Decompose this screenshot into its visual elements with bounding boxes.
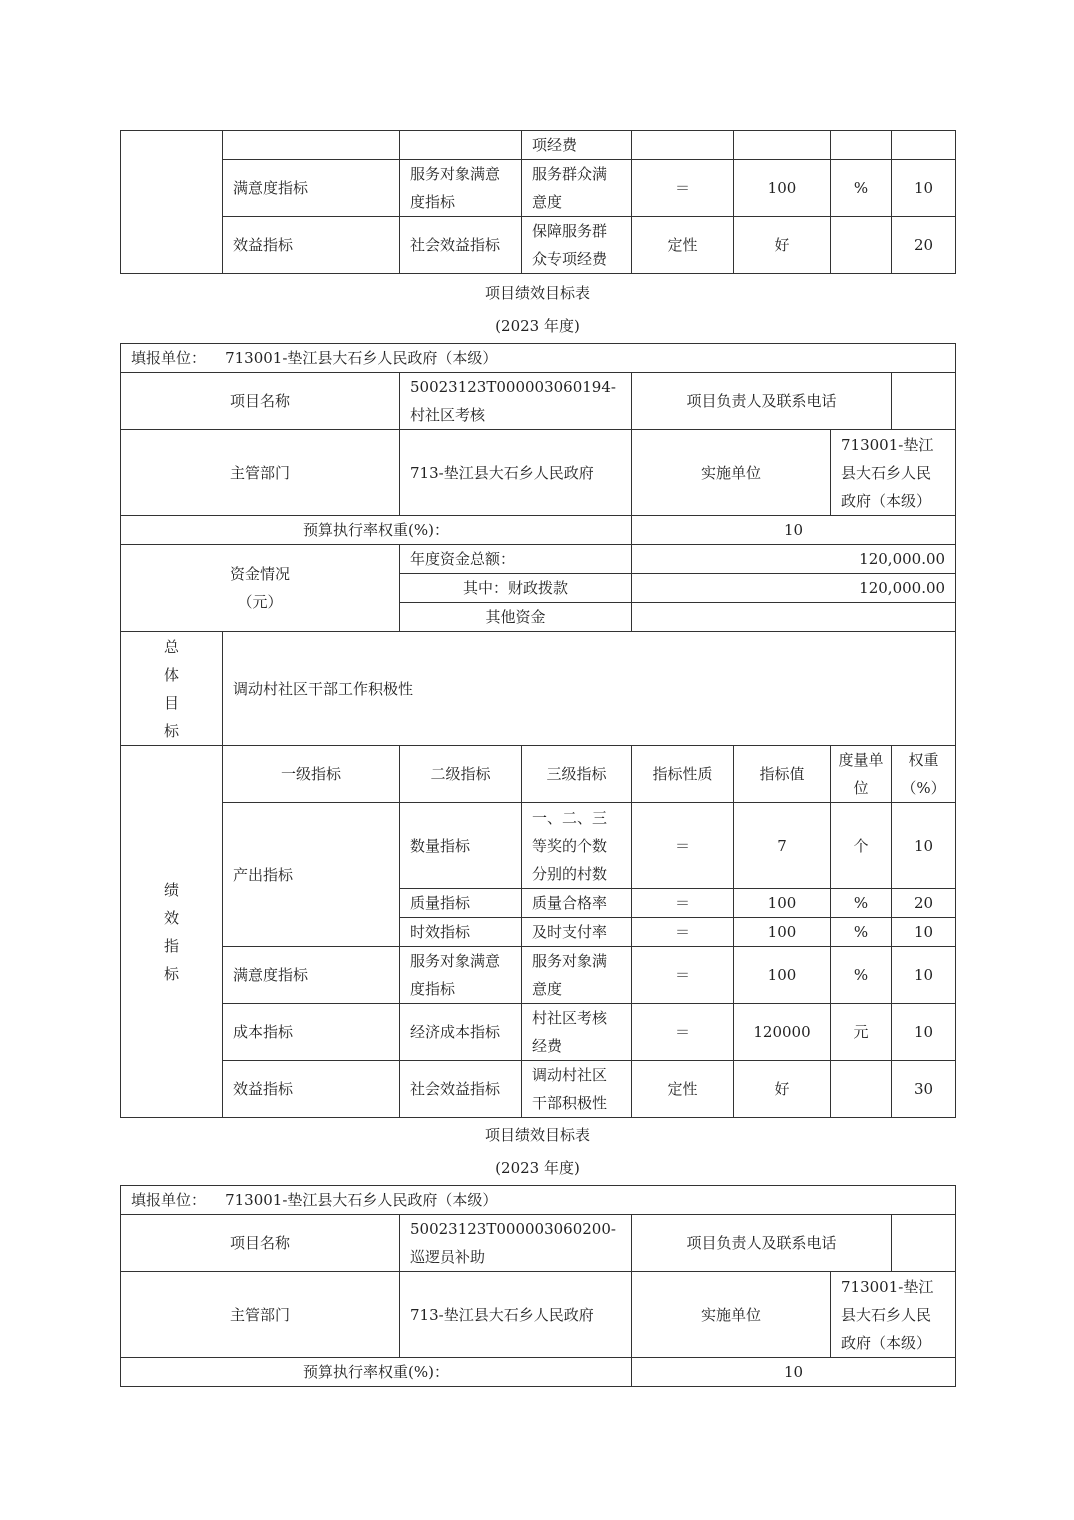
table-row [121,1004,956,1061]
nature-cell: 定性 [632,217,734,274]
goal-label-char: 总 [163,637,179,656]
table-title: 项目绩效目标表 [484,1126,590,1144]
level2-cell: 经济成本指标 [400,1004,522,1061]
level3-cell: 村社区考核经费 [522,1004,632,1061]
level3-cell: 调动村社区干部积极性 [522,1061,632,1118]
blank-cell [223,131,400,160]
dept-value: 713-垫江县大石乡人民政府 [400,430,632,516]
unit-cell [831,1061,892,1118]
nature-cell: 定性 [632,1061,734,1118]
fund-label-cell [121,545,400,632]
weight-cell: 10 [892,803,956,889]
dept-label: 主管部门 [121,430,400,516]
table-row [121,1358,956,1387]
weight-cell: 10 [892,1004,956,1061]
header-level3: 三级指标 [522,746,632,803]
value-cell: 100 [734,160,831,217]
contact-label: 项目负责人及联系电话 [632,1215,892,1272]
dept-label: 主管部门 [121,1272,400,1358]
nature-cell: ＝ [632,1004,734,1061]
level3-cell: 项经费 [522,131,632,160]
reporting-unit-value: 713001-垫江县大石乡人民政府（本级） [225,1191,498,1209]
top-fragment-table [120,130,956,274]
weight-cell: 20 [892,217,956,274]
impl-value: 713001-垫江县大石乡人民政府（本级） [831,1272,956,1358]
level1-cell: 满意度指标 [223,160,400,217]
fund-total-label: 年度资金总额： [400,545,632,574]
table-title: 项目绩效目标表 [484,284,590,302]
header-level2: 二级指标 [400,746,522,803]
project-name-value: 50023123T000003060194-村社区考核 [400,373,632,430]
weight-cell: 10 [892,160,956,217]
project-name-label: 项目名称 [121,1215,400,1272]
fund-fiscal-value: 120,000.00 [632,574,956,603]
value-cell: 100 [734,918,831,947]
overall-goal-label [121,632,223,746]
unit-cell: % [831,918,892,947]
level2-cell: 时效指标 [400,918,522,947]
output-indicator-label: 产出指标 [223,803,400,947]
performance-indicator-label [121,746,223,1118]
level2-cell: 社会效益指标 [400,217,522,274]
performance-table-1 [120,343,956,1118]
table-row [121,803,956,889]
perf-label-char: 标 [163,964,179,983]
level3-cell: 一、二、三等奖的个数分别的村数 [522,803,632,889]
table-row [121,632,956,746]
table-row [121,1215,956,1272]
blank-cell [734,131,831,160]
goal-label-char: 目 [163,693,179,712]
blank-cell [121,131,223,274]
table-row [121,217,956,274]
fund-other-label: 其他资金 [400,603,632,632]
table-row [121,545,956,574]
table-row [121,1186,956,1215]
table-row [121,516,956,545]
impl-label: 实施单位 [632,1272,831,1358]
unit-cell: % [831,947,892,1004]
blank-cell [831,131,892,160]
value-cell: 好 [734,1061,831,1118]
overall-goal-value: 调动村社区干部工作积极性 [223,632,956,746]
impl-label: 实施单位 [632,430,831,516]
nature-cell: ＝ [632,889,734,918]
header-unit: 度量单位 [831,746,892,803]
value-cell: 120000 [734,1004,831,1061]
level3-cell: 服务对象满意度 [522,947,632,1004]
level3-cell: 及时支付率 [522,918,632,947]
performance-table-2 [120,1185,956,1387]
table-row [121,1061,956,1118]
perf-label-char: 指 [163,936,179,955]
level2-cell: 服务对象满意度指标 [400,160,522,217]
table-row [121,160,956,217]
nature-cell: ＝ [632,947,734,1004]
perf-label-char: 绩 [163,880,179,899]
blank-cell [400,131,522,160]
nature-cell: ＝ [632,918,734,947]
blank-cell [632,131,734,160]
value-cell: 100 [734,889,831,918]
value-cell: 好 [734,217,831,274]
unit-cell: % [831,889,892,918]
reporting-unit-label: 填报单位： [131,349,207,367]
header-value: 指标值 [734,746,831,803]
project-name-value: 50023123T000003060200-巡逻员补助 [400,1215,632,1272]
table-year: (2023 年度) [495,317,580,335]
header-weight: 权重（%） [892,746,956,803]
perf-label-char: 效 [163,908,179,927]
reporting-unit-cell [121,344,956,373]
blank-cell [892,131,956,160]
goal-label-char: 体 [163,665,179,684]
reporting-unit-cell [121,1186,956,1215]
level3-cell: 保障服务群众专项经费 [522,217,632,274]
level1-cell: 满意度指标 [223,947,400,1004]
contact-value [892,373,956,430]
weight-cell: 10 [892,918,956,947]
weight-cell: 20 [892,889,956,918]
budget-weight-value: 10 [632,516,956,545]
table-year: (2023 年度) [495,1159,580,1177]
reporting-unit-value: 713001-垫江县大石乡人民政府（本级） [225,349,498,367]
weight-cell: 10 [892,947,956,1004]
unit-cell: 个 [831,803,892,889]
reporting-unit-label: 填报单位： [131,1191,207,1209]
table-row [121,344,956,373]
unit-cell: 元 [831,1004,892,1061]
nature-cell: ＝ [632,160,734,217]
level3-cell: 质量合格率 [522,889,632,918]
budget-weight-label: 预算执行率权重(%)： [121,516,632,545]
nature-cell: ＝ [632,803,734,889]
budget-weight-value: 10 [632,1358,956,1387]
impl-value: 713001-垫江县大石乡人民政府（本级） [831,430,956,516]
table-row [121,1272,956,1358]
level1-cell: 效益指标 [223,217,400,274]
fund-total-value: 120,000.00 [632,545,956,574]
fund-fiscal-label: 其中：财政拨款 [400,574,632,603]
level2-cell: 服务对象满意度指标 [400,947,522,1004]
fund-unit: （元） [237,593,283,611]
level2-cell: 质量指标 [400,889,522,918]
contact-value [892,1215,956,1272]
level2-cell: 社会效益指标 [400,1061,522,1118]
unit-cell [831,217,892,274]
budget-weight-label: 预算执行率权重(%)： [121,1358,632,1387]
table-row [121,373,956,430]
level1-cell: 成本指标 [223,1004,400,1061]
header-level1: 一级指标 [223,746,400,803]
dept-value: 713-垫江县大石乡人民政府 [400,1272,632,1358]
level3-cell: 服务群众满意度 [522,160,632,217]
contact-label: 项目负责人及联系电话 [632,373,892,430]
level2-cell: 数量指标 [400,803,522,889]
table-row [121,430,956,516]
weight-cell: 30 [892,1061,956,1118]
header-nature: 指标性质 [632,746,734,803]
goal-label-char: 标 [163,721,179,740]
table-header-row [121,746,956,803]
fund-label: 资金情况 [229,565,290,583]
project-name-label: 项目名称 [121,373,400,430]
table-row [121,131,956,160]
fund-other-value [632,603,956,632]
table-row [121,947,956,1004]
value-cell: 7 [734,803,831,889]
level1-cell: 效益指标 [223,1061,400,1118]
unit-cell: % [831,160,892,217]
value-cell: 100 [734,947,831,1004]
